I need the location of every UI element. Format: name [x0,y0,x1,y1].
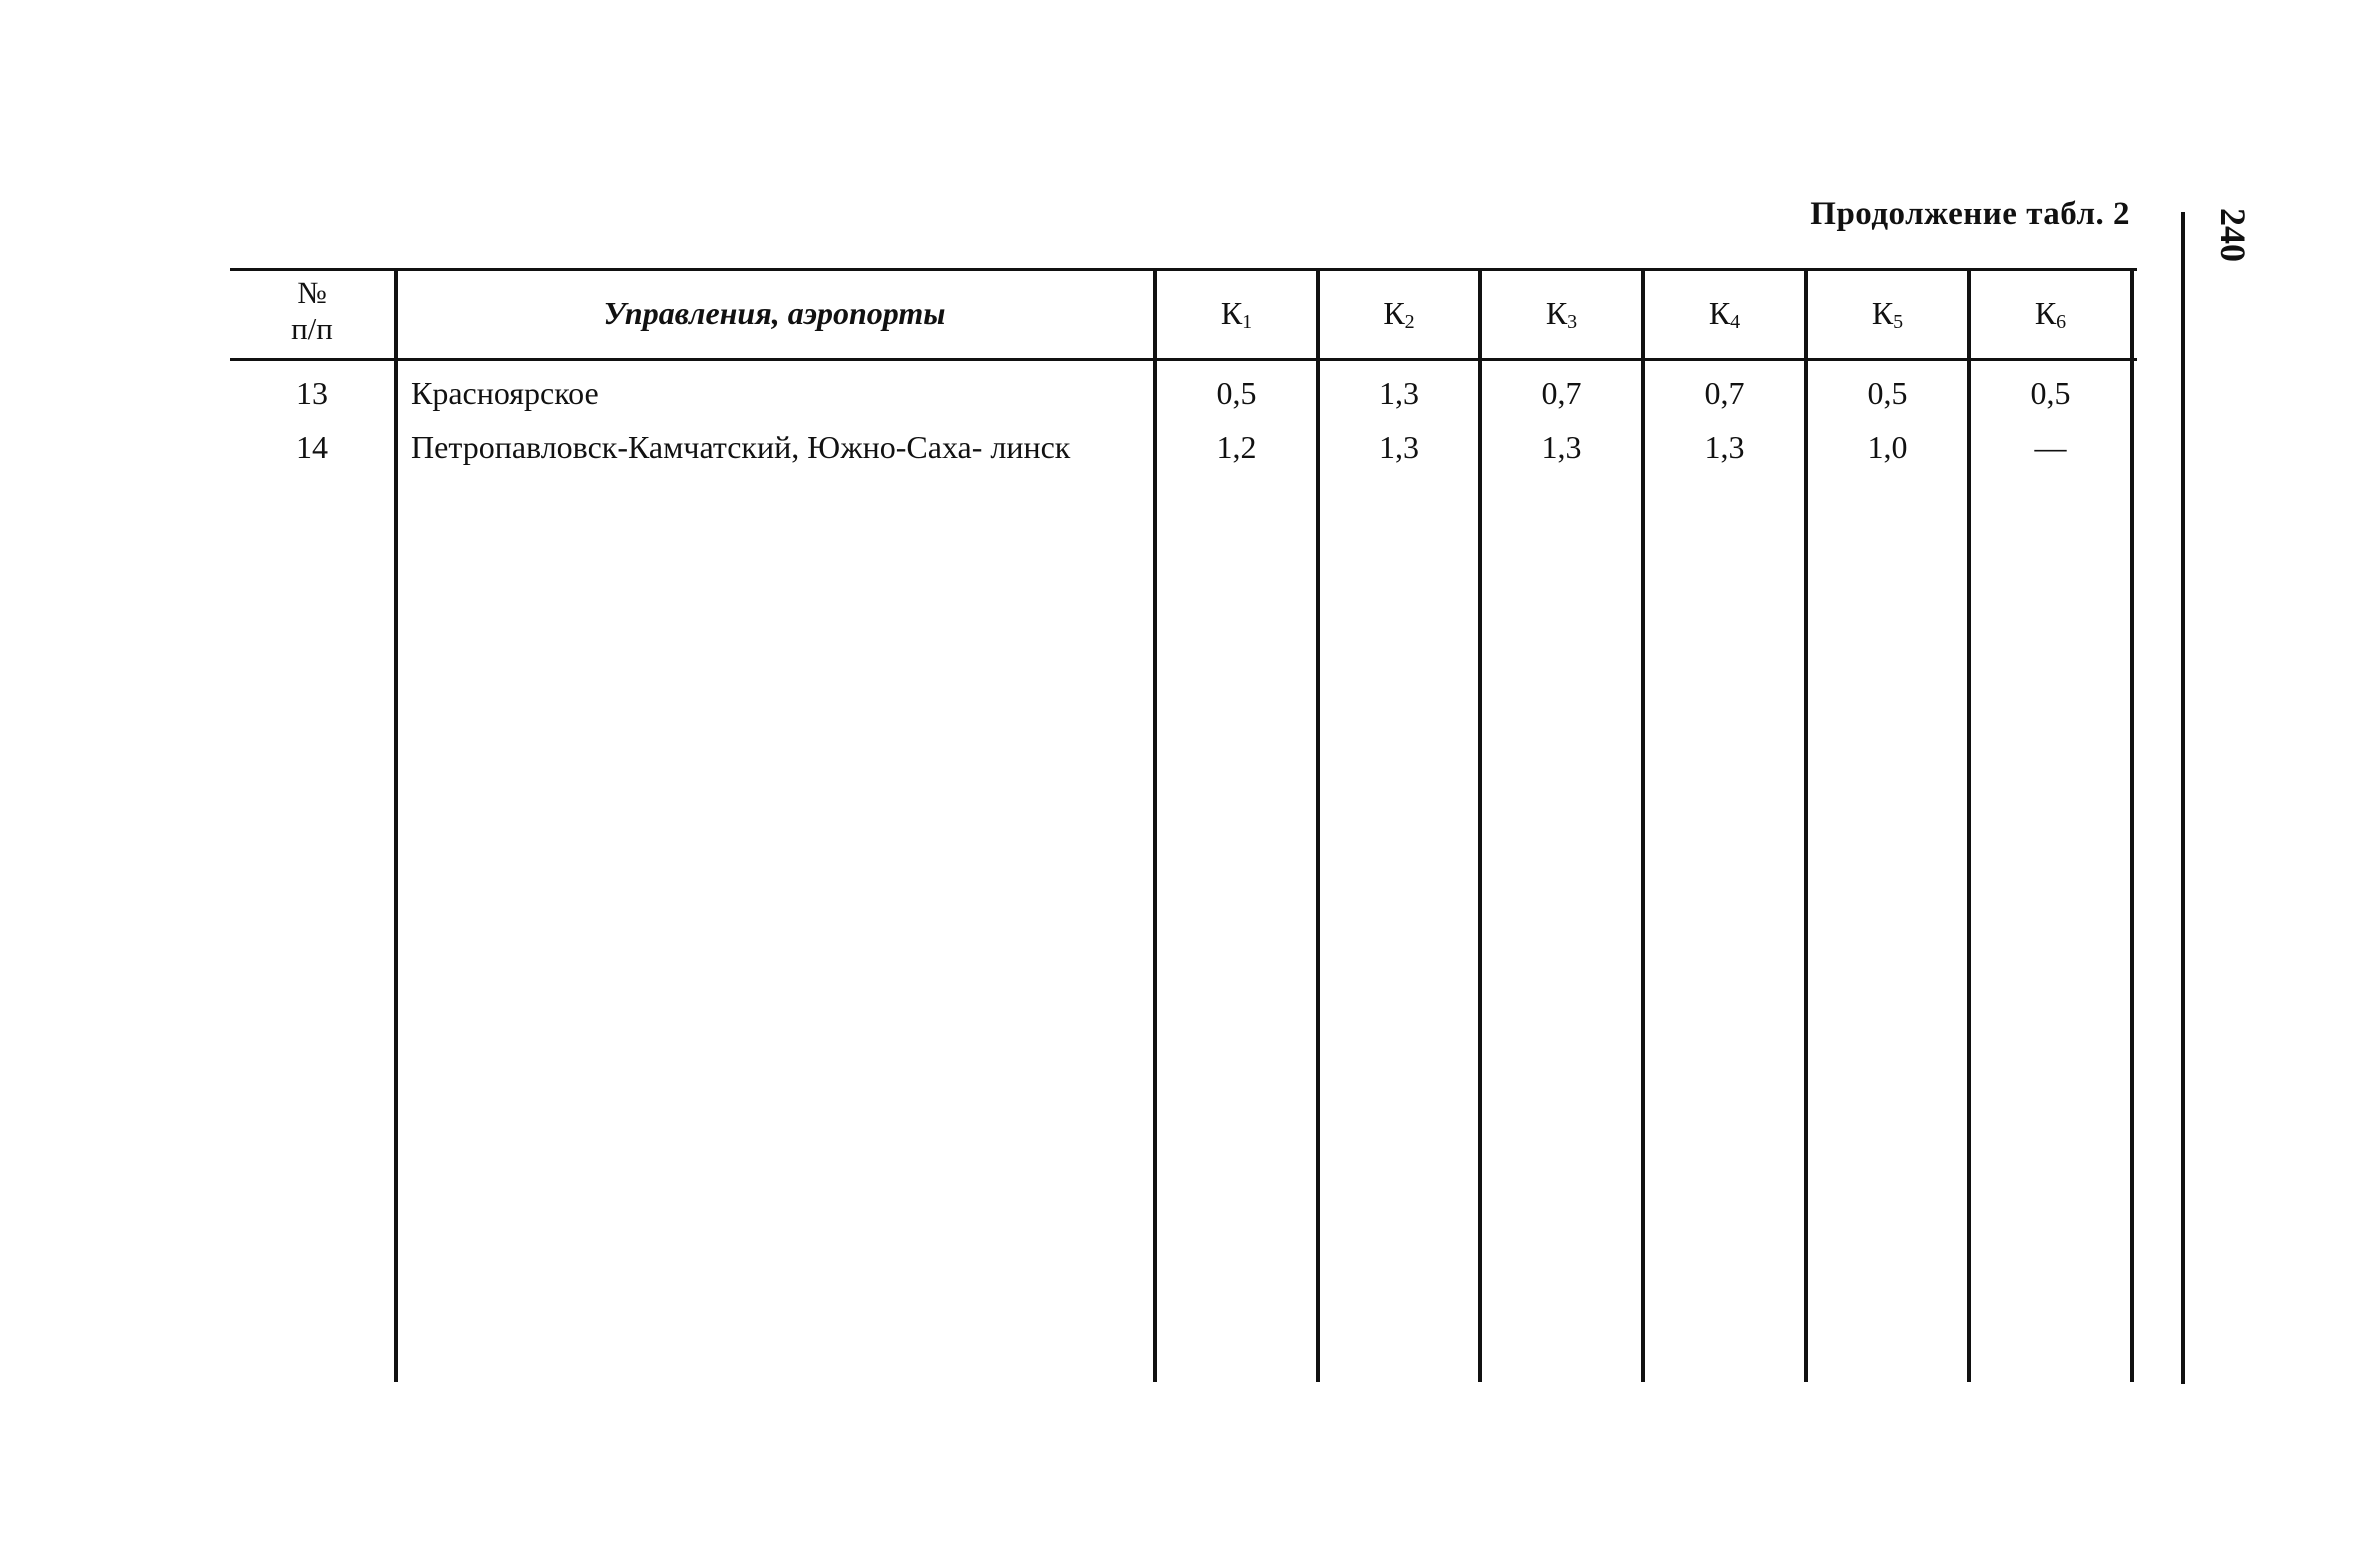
header-name: Управления, аэропорты [603,295,946,331]
header-k2 [1320,293,1478,342]
header-k4 [1645,293,1804,342]
row-name: Красноярское [411,375,599,411]
page-margin-rule [2181,212,2185,1384]
header-k6 [1971,293,2130,342]
header-k5 [1808,293,1967,342]
table-top-rule [230,268,2137,271]
row-value-k3: 0,7 [1541,375,1582,411]
row-number: 13 [296,375,328,411]
page-number: 240 [2213,208,2253,262]
header-k2-sub: 2 [1404,311,1415,333]
row-value-k6: 0,5 [2030,375,2071,411]
header-k6-base: К [2034,295,2057,331]
header-k5-base: К [1871,295,1894,331]
column-rule [394,270,398,1382]
row-value-k5: 0,5 [1867,375,1908,411]
row-value-k4: 1,3 [1704,429,1745,465]
row-number: 14 [296,429,328,465]
header-k1 [1157,293,1316,342]
row-value-k2: 1,3 [1379,429,1419,465]
row-name: Петропавловск-Камчатский, Южно-Саха- линск [411,429,1071,465]
header-k3 [1482,293,1641,342]
header-k4-sub: 4 [1730,311,1741,333]
header-k3-sub: 3 [1567,311,1578,333]
header-k6-sub: 6 [2056,311,2067,333]
row-value-k1: 0,5 [1216,375,1257,411]
row-value-k5: 1,0 [1867,429,1908,465]
row-value-k3: 1,3 [1541,429,1582,465]
header-k3-base: К [1545,295,1568,331]
row-value-k6: — [2034,429,2067,465]
header-k5-sub: 5 [1893,311,1904,333]
header-k1-base: К [1220,295,1243,331]
header-bottom-rule [230,358,2137,361]
table-caption: Продолжение табл. 2 [1810,196,2130,232]
header-k2-base: К [1383,295,1405,331]
row-value-k2: 1,3 [1379,375,1419,411]
header-k4-base: К [1708,295,1731,331]
row-value-k1: 1,2 [1216,429,1257,465]
header-number [232,275,392,347]
header-k1-sub: 1 [1242,311,1253,333]
header-number-abbrev: п/п [291,311,333,346]
column-rule [2130,270,2134,1382]
header-number-sign: № [297,275,327,310]
row-value-k4: 0,7 [1704,375,1745,411]
